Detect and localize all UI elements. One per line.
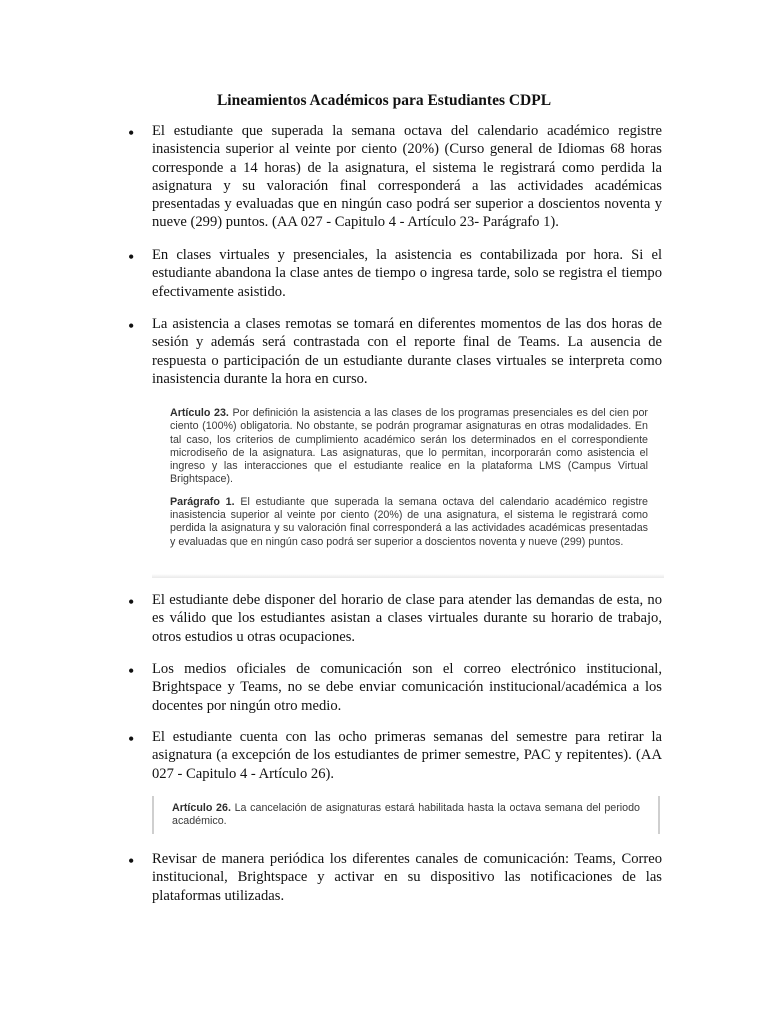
- quote-heading: Artículo 26.: [172, 802, 231, 814]
- bullet-marker: •: [128, 729, 135, 749]
- list-item: La asistencia a clases remotas se tomará en diferentes momentos de las dos horas de sesión y además será contrastada con el reporte final de Teams. La ausencia de respuesta o participación de un estudiante durante clases virtuales se interpreta como inasistencia durante la hora en curso.: [152, 316, 662, 387]
- bullet-marker: •: [128, 123, 135, 143]
- quote-text: La cancelación de asignaturas estará habilitada hasta la octava semana del periodo académico.: [172, 802, 640, 828]
- list-item: En clases virtuales y presenciales, la asistencia es contabilizada por hora. Si el estudiante abandona la clase antes de tiempo o ingresa tarde, solo se registra el tiempo efectivamente asistido.: [152, 247, 662, 300]
- bullet-marker: •: [128, 247, 135, 267]
- quote-articulo-23: [152, 401, 664, 578]
- bullet-marker: •: [128, 592, 135, 612]
- quote-heading: Artículo 23.: [170, 407, 229, 419]
- bullet-marker: •: [128, 316, 135, 336]
- quote-text: Por definición la asistencia a las clases de los programas presenciales es del cien por ciento (100%) obligatoria. No obstante, se podrán programar asignaturas en otras modalidades. En tal caso, los criterios de cumplimiento académico serán los determinados en el correspondiente microdiseño de la asignatura. Las asignaturas, que lo permitan, incorporarán como asistencia el ingreso y las interacciones que el estudiante realice en la plataforma LMS (Campus Virtual Brightspace).: [170, 407, 648, 486]
- list-item: Los medios oficiales de comunicación son el correo electrónico institucional, Brightspace y Teams, no se debe enviar comunicación institucional/académica a los docentes por ningún otro medio.: [152, 661, 662, 714]
- quote-heading: Parágrafo 1.: [170, 495, 235, 508]
- bullet-marker: •: [128, 661, 135, 681]
- list-item: Revisar de manera periódica los diferentes canales de comunicación: Teams, Correo institucional, Brightspace y activar en su dispositivo las notificaciones de las plataformas utilizadas.: [152, 851, 662, 904]
- quote-articulo-26: [152, 796, 660, 834]
- document-title: Lineamientos Académicos para Estudiantes CDPL: [216, 92, 552, 109]
- quote-paragraph: [170, 496, 648, 549]
- list-item: El estudiante cuenta con las ocho primeras semanas del semestre para retirar la asignatura (a excepción de los estudiantes de primer semestre, PAC y repitentes). (AA 027 - Capitulo 4 - Artículo 26).: [152, 729, 662, 782]
- image-edge: [152, 574, 664, 578]
- list-item: El estudiante debe disponer del horario de clase para atender las demandas de esta, no es válido que los estudiantes asistan a clases virtuales durante su horario de trabajo, otros estudios u otras ocupaciones.: [152, 592, 662, 645]
- quote-paragraph: [172, 802, 640, 829]
- bullet-marker: •: [128, 851, 135, 871]
- quote-text: El estudiante que superada la semana octava del calendario académico registre inasistencia superior al veinte por ciento (20%) de una asignatura, el sistema le registrará como perdida la asignatura y su valoración final corresponderá a las actividades académicas presentadas y evaluadas que en ningún caso podrá ser superior a doscientos noventa y nueve (299) puntos.: [170, 495, 648, 548]
- list-item: El estudiante que superada la semana octava del calendario académico registre inasistencia superior al veinte por ciento (20%) (Curso general de Idiomas 68 horas corresponde a 14 horas) de la asignatura, el sistema le registrará como perdida la asignatura y su valoración final corresponderá a las actividades académicas presentadas y evaluadas que en ningún caso podrá ser superior a doscientos noventa y nueve (299) puntos. (AA 027 - Capitulo 4 - Artículo 23- Parágrafo 1).: [152, 123, 662, 231]
- quote-paragraph: [170, 407, 648, 487]
